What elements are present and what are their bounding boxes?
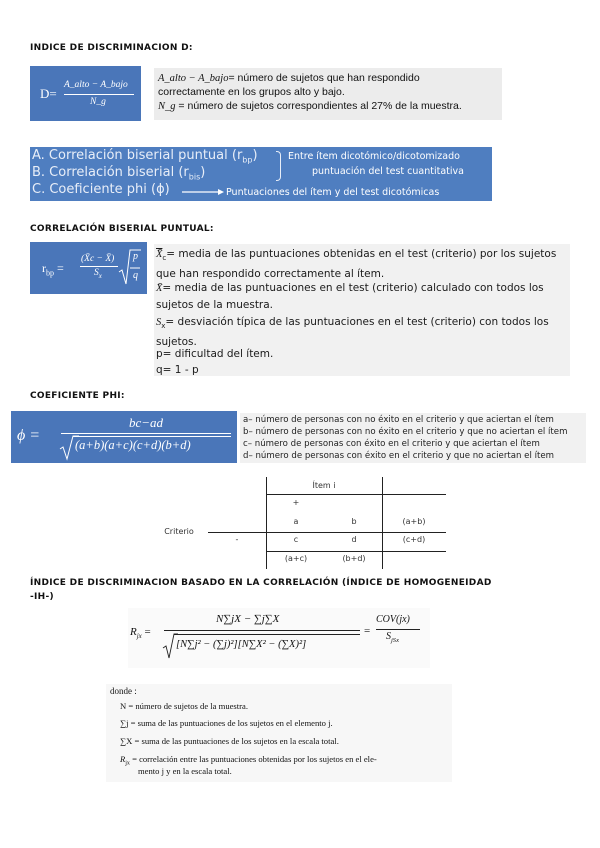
homog-lhs-sub: jx — [136, 632, 142, 641]
phi-lhs: ϕ = — [17, 427, 41, 444]
homog-lhs — [130, 626, 151, 640]
biserial-formula-box — [30, 242, 147, 294]
d-definitions — [154, 68, 502, 120]
table-hline-bottom — [266, 551, 446, 552]
phi-def-b: b– número de personas con no éxito en el criterio y que no aciertan el ítem — [243, 427, 568, 437]
biserial-denominator — [94, 268, 102, 280]
def-s-text: = desviación típica de las puntuaciones en el test (criterio) con todos los sujetos. — [156, 316, 549, 349]
table-hline-top — [266, 494, 446, 495]
method-a-sub: bp — [242, 155, 253, 165]
homogeneity-heading-1: ÍNDICE DE DISCRIMINACION BASADO EN LA CORRELACIÓN (ÍNDICE DE HOMOGENEIDAD — [30, 578, 492, 588]
methods-bar — [30, 147, 492, 201]
homog-def-r-sub: jx — [125, 760, 130, 767]
def-xc-symbol: X̄ — [156, 249, 163, 260]
phi-def-c: c– número de personas con éxito en el criterio y que aciertan el ítem — [243, 439, 540, 449]
methods-note-ab-2: puntuación del test cuantitativa — [312, 166, 464, 177]
table-ac: (a+c) — [284, 554, 308, 563]
def-s-sub: x — [161, 322, 166, 331]
d-def-line3 — [158, 100, 462, 113]
d-formula-box — [30, 66, 141, 121]
methods-note-c: Puntuaciones del ítem y del test dicotómicas — [226, 187, 440, 198]
biserial-def-x — [156, 280, 568, 313]
homog-def-r2: mento j y en la escala total. — [138, 766, 232, 776]
def-xc-sub: c — [162, 254, 167, 263]
homog-rhs-line — [376, 629, 420, 630]
homog-rhs-den-sub: jS — [391, 637, 397, 644]
contingency-table — [150, 477, 446, 569]
arrow-right-icon — [182, 187, 224, 197]
biserial-lhs-eq: = — [54, 261, 64, 275]
homog-def-r — [120, 754, 377, 767]
phi-def-a: a– número de personas con no éxito en el criterio y que aciertan el ítem — [243, 415, 554, 425]
phi-numerator: bc−ad — [129, 415, 164, 430]
phi-definitions — [240, 413, 586, 463]
table-bd: (b+d) — [342, 554, 366, 563]
biserial-den-sub: x — [98, 271, 102, 280]
phi-def-d: d– número de personas con éxito en el criterio y que no aciertan el ítem — [243, 451, 554, 461]
homog-def-r-sym: R — [120, 754, 126, 764]
homog-def-r-text1: = correlación entre las puntuaciones obtenidas por los sujetos en el ele- — [129, 754, 377, 764]
table-row-label: Criterio — [164, 527, 194, 536]
method-b-label: B. Correlación biserial (r — [32, 165, 189, 180]
table-hline-mid — [208, 532, 446, 533]
biserial-definitions — [154, 244, 570, 376]
d-formula-denominator: N_g — [90, 97, 106, 107]
discrimination-heading: INDICE DE DISCRIMINACION D: — [30, 43, 193, 53]
def-x-text: = media de las puntuaciones en el test (criterio) calculado con todos los sujetos de la muestra. — [156, 282, 544, 311]
biserial-def-p: p= dificultad del ítem. — [156, 348, 274, 360]
d-fraction-line — [64, 94, 134, 95]
method-b-sub: bis — [188, 172, 201, 182]
biserial-heading: CORRELACIÓN BISERIAL PUNTUAL: — [30, 224, 214, 234]
homog-fraction-line — [164, 630, 360, 631]
homogeneity-formula — [128, 608, 430, 668]
biserial-den-s: S — [94, 268, 99, 278]
table-c: c — [293, 535, 299, 544]
d-def-symbol-ng: N_g — [158, 101, 176, 112]
d-formula-numerator: A_alto − A_bajo — [64, 80, 128, 90]
biserial-lhs-r: r — [42, 261, 46, 275]
homog-lhs-eq: = — [144, 626, 151, 638]
table-a: a — [293, 517, 299, 526]
homog-def-n: N = número de sujetos de la muestra. — [120, 701, 248, 711]
d-def-text1: = número de sujetos que han respondido — [228, 72, 420, 84]
homog-donde: donde : — [110, 686, 137, 696]
table-d: d — [351, 535, 357, 544]
def-s-symbol: S — [156, 317, 162, 328]
homog-rhs-den-s: S — [386, 631, 391, 642]
def-xc-text: = media de las puntuaciones obtenidas en el test (criterio) por los sujetos que han respondido correctamente al ítem. — [156, 248, 557, 281]
biserial-lhs-sub: bp — [46, 268, 54, 278]
homog-denominator: [N∑j² − (∑j)²][N∑X² − (∑X)²] — [176, 639, 307, 650]
homog-rhs-den — [386, 631, 399, 644]
homog-eq2: = — [364, 625, 371, 637]
homog-numerator: N∑jX − ∑j∑X — [216, 613, 280, 625]
biserial-def-xc — [156, 246, 568, 282]
phi-heading: COEFICIENTE PHI: — [30, 391, 125, 401]
biserial-def-q: q= 1 - p — [156, 364, 199, 376]
phi-sqrt-bar — [73, 436, 231, 437]
table-plus: + — [292, 498, 300, 507]
phi-denominator: (a+b)(a+c)(c+d)(b+d) — [75, 438, 191, 452]
phi-formula-box — [11, 411, 237, 463]
table-header: Ítem i — [312, 481, 336, 490]
homog-def-sx: ∑X = suma de las puntuaciones de los sujetos en la escala total. — [120, 736, 339, 746]
d-def-line1 — [158, 72, 420, 85]
d-def-text3: = número de sujetos correspondientes al 27% de la muestra. — [175, 100, 462, 112]
homog-def-sj: ∑j = suma de las puntuaciones de los sujetos en el elemento j. — [120, 718, 333, 728]
def-x-symbol: X̄ — [156, 283, 163, 294]
homog-rhs-num: COV(jx) — [376, 614, 410, 625]
phi-fraction-line — [61, 433, 231, 434]
homog-lhs-r: R — [130, 626, 137, 638]
homogeneity-definitions — [106, 684, 452, 782]
table-minus: - — [235, 535, 239, 544]
biserial-sqrt-den: q — [133, 270, 138, 281]
method-b-close: ) — [200, 165, 206, 180]
brace-icon — [276, 151, 281, 181]
biserial-def-s — [156, 314, 568, 350]
homog-rhs-den-sub2: x — [396, 637, 399, 644]
biserial-fraction-line — [80, 266, 118, 267]
method-c: C. Coeficiente phi (ϕ) — [32, 182, 170, 197]
homogeneity-heading-2: -IH-) — [30, 592, 54, 602]
homog-sqrt-bar — [174, 634, 360, 635]
d-def-line2: correctamente en los grupos alto y bajo. — [158, 86, 345, 98]
biserial-sqrt-num: p — [133, 251, 138, 262]
table-cd: (c+d) — [402, 535, 426, 544]
table-ab: (a+b) — [402, 517, 426, 526]
sqrt-icon — [118, 248, 142, 288]
method-a-close: ) — [252, 148, 258, 163]
table-b: b — [351, 517, 357, 526]
d-formula-lhs: D= — [40, 86, 57, 101]
biserial-lhs — [42, 261, 64, 277]
method-a-label: A. Correlación biserial puntual (r — [32, 148, 243, 163]
biserial-numerator: (X̄c − X̄) — [81, 254, 115, 264]
methods-note-ab-1: Entre ítem dicotómico/dicotomizado — [288, 151, 460, 162]
d-def-symbol-aalto: A_alto − A_bajo — [158, 73, 229, 84]
